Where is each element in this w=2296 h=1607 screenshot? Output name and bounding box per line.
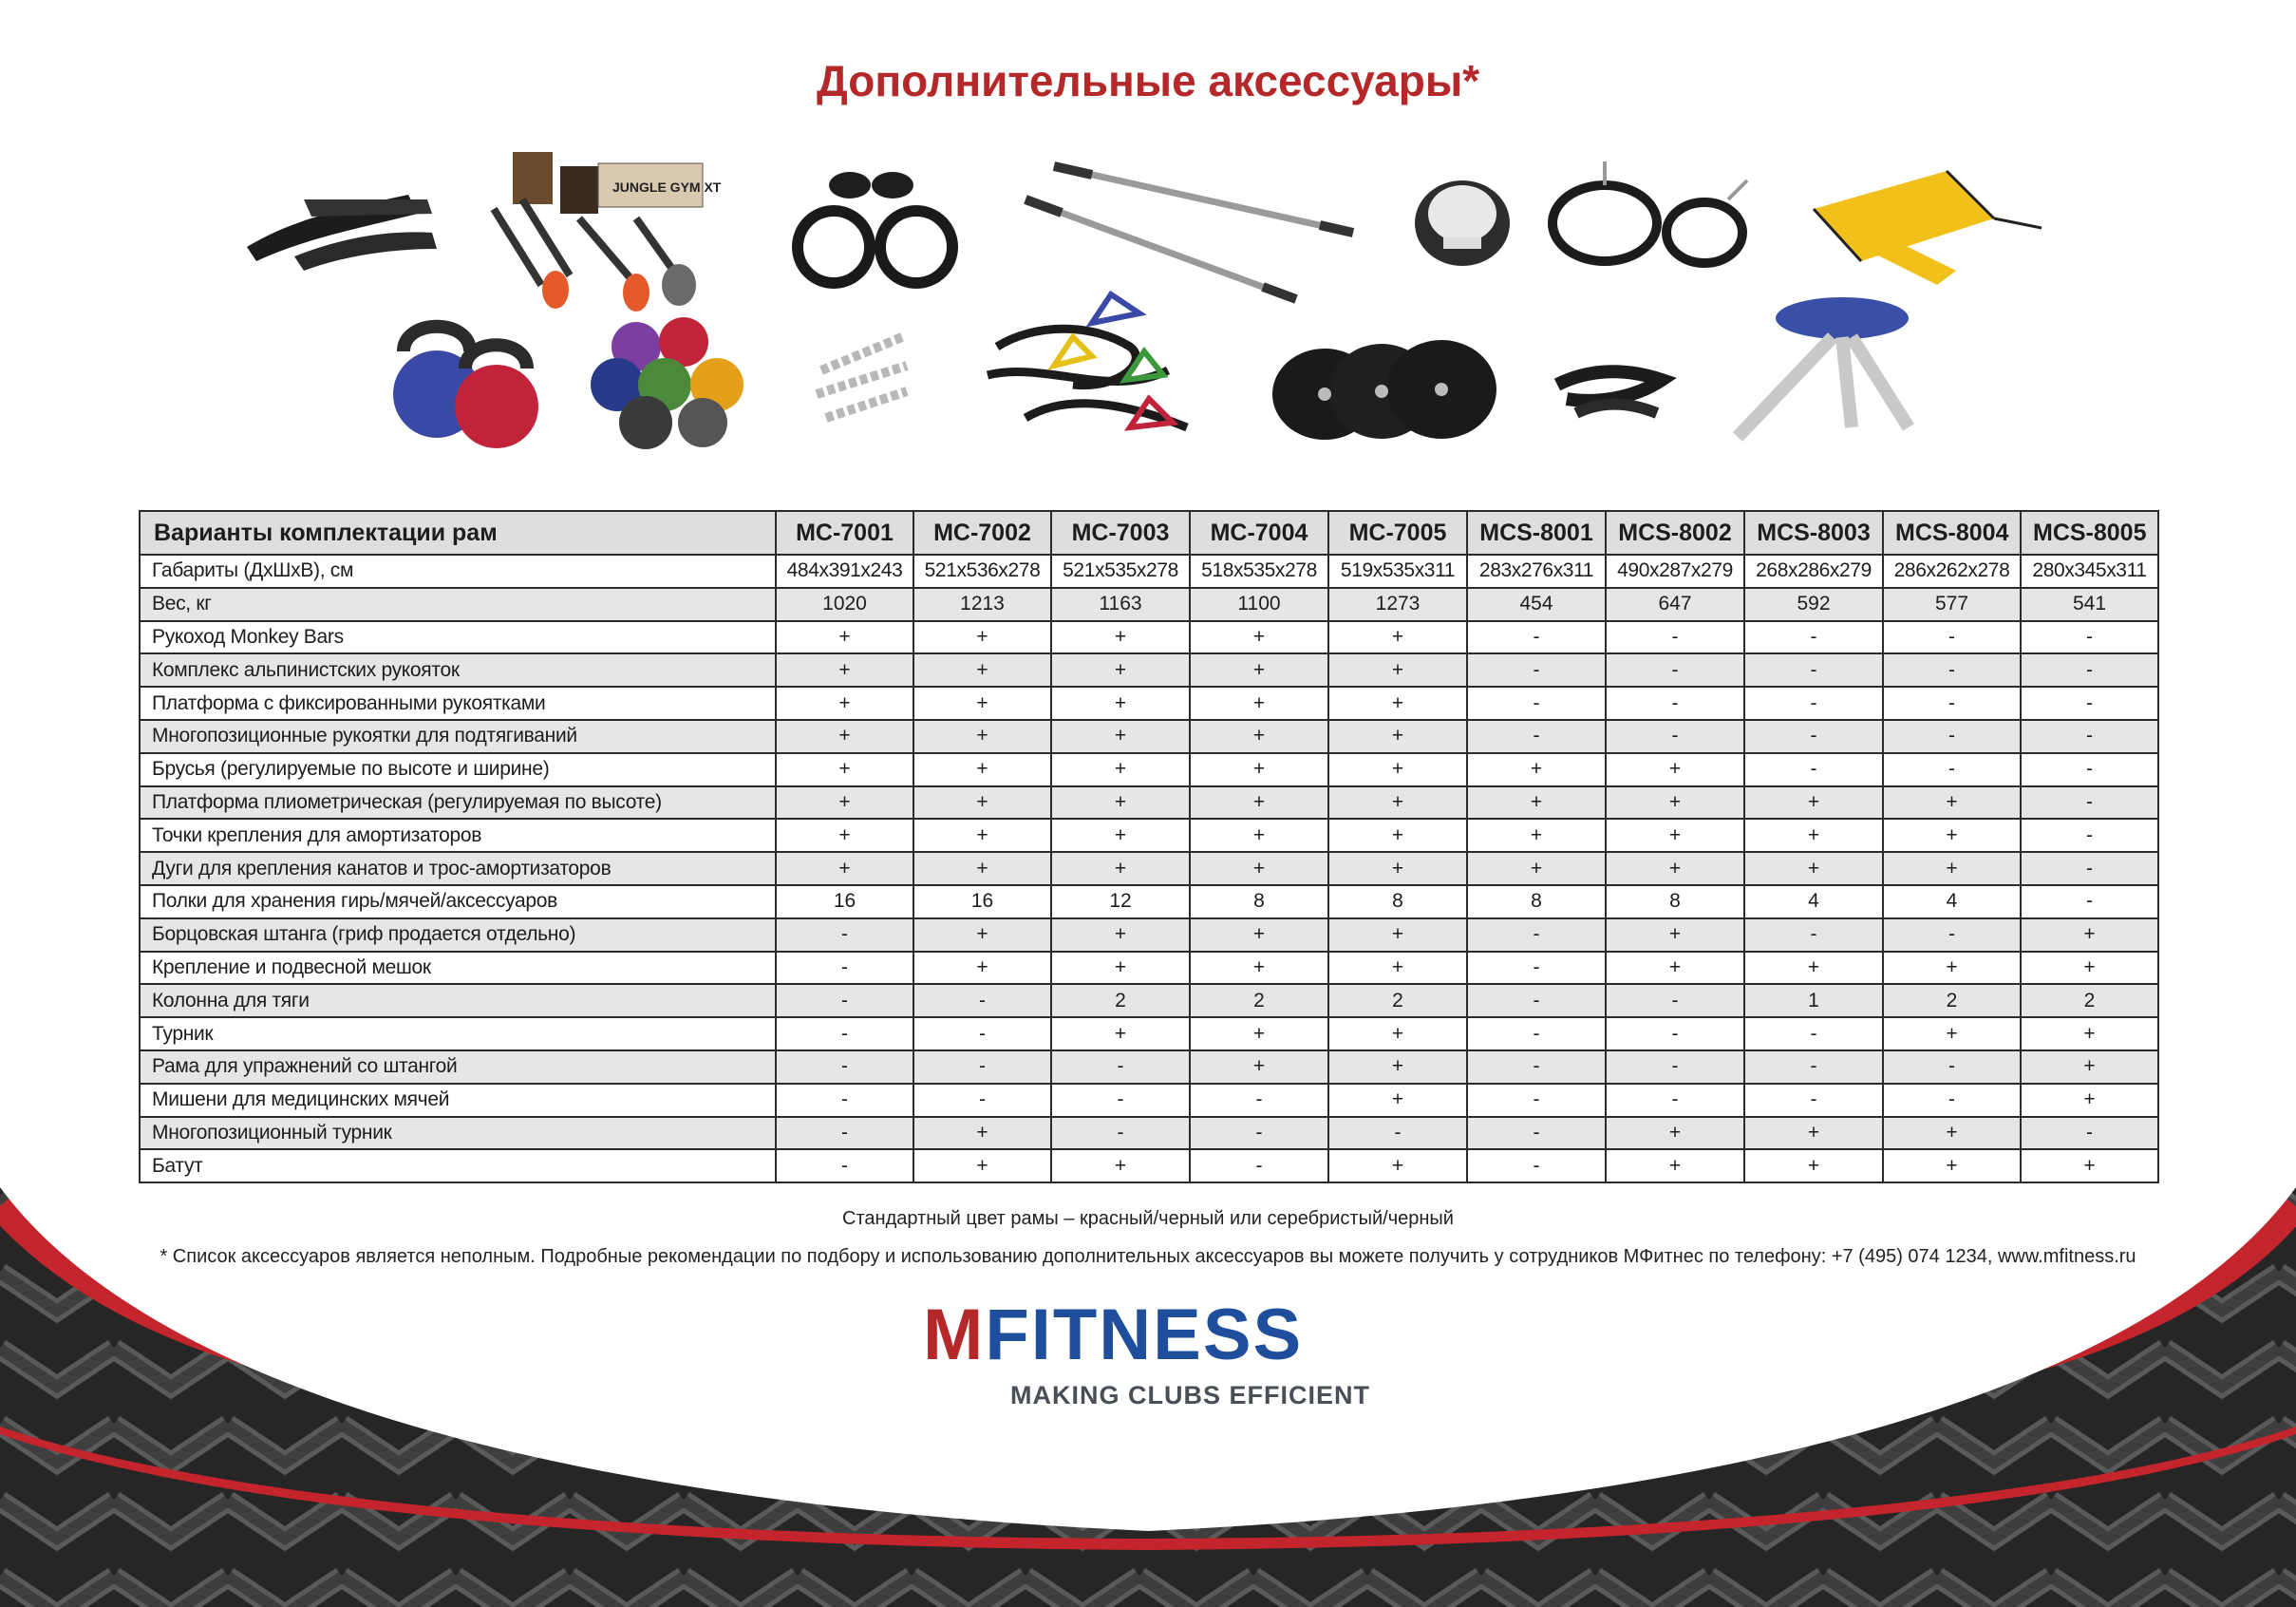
table-cell: + <box>1883 819 2021 852</box>
table-cell: + <box>776 720 913 753</box>
table-cell: - <box>1606 720 1744 753</box>
table-cell: + <box>1190 621 1328 654</box>
table-cell: + <box>1328 819 1467 852</box>
table-cell: + <box>1467 819 1606 852</box>
table-cell: - <box>1467 1117 1606 1150</box>
table-cell: + <box>913 819 1051 852</box>
table-cell: + <box>1190 720 1328 753</box>
table-cell: 484x391x243 <box>776 555 913 588</box>
table-row <box>140 687 2158 720</box>
olympic-bars-image <box>1026 166 1353 299</box>
row-label: Турник <box>140 1017 776 1050</box>
bumper-plates-image <box>1272 340 1496 440</box>
logo-letter-m: M <box>923 1295 986 1375</box>
table-cell: 1163 <box>1051 588 1190 621</box>
chain-image <box>817 337 907 418</box>
table-cell: - <box>1883 621 2021 654</box>
model-header: MC-7001 <box>776 511 913 555</box>
table-cell: + <box>1190 952 1328 985</box>
table-cell: + <box>1606 753 1744 786</box>
table-row <box>140 852 2158 885</box>
resistance-cords-image <box>988 294 1187 427</box>
table-cell: 2 <box>2021 984 2158 1017</box>
table-body <box>140 555 2158 1182</box>
table-cell: + <box>776 653 913 687</box>
table-row <box>140 786 2158 820</box>
row-label: Брусья (регулируемые по высоте и ширине) <box>140 753 776 786</box>
frame-color-note: Стандартный цвет рамы – красный/черный или серебристый/черный <box>842 1208 1454 1229</box>
table-cell: - <box>1606 1050 1744 1084</box>
table-cell: + <box>913 653 1051 687</box>
page-title: Дополнительные аксессуары* <box>816 56 1480 105</box>
model-header: MCS-8002 <box>1606 511 1744 555</box>
row-label: Многопозиционные рукоятки для подтягиваний <box>140 720 776 753</box>
table-cell: + <box>913 621 1051 654</box>
table-cell: + <box>1744 786 1883 820</box>
table-row <box>140 653 2158 687</box>
table-cell: - <box>913 984 1051 1017</box>
table-cell: 8 <box>1467 885 1606 918</box>
table-cell: - <box>1744 653 1883 687</box>
table-cell: 592 <box>1744 588 1883 621</box>
table-cell: - <box>2021 786 2158 820</box>
row-label: Полки для хранения гирь/мячей/аксессуаров <box>140 885 776 918</box>
model-header: MC-7005 <box>1328 511 1467 555</box>
table-cell: - <box>776 1149 913 1182</box>
table-cell: 490x287x279 <box>1606 555 1744 588</box>
table-cell: + <box>1328 952 1467 985</box>
table-cell: + <box>2021 1149 2158 1182</box>
table-cell: - <box>1883 687 2021 720</box>
table-row <box>140 720 2158 753</box>
table-cell: + <box>1883 1149 2021 1182</box>
row-label: Колонна для тяги <box>140 984 776 1017</box>
table-cell: + <box>776 753 913 786</box>
table-cell: - <box>776 1017 913 1050</box>
table-cell: 286x262x278 <box>1883 555 2021 588</box>
table-cell: + <box>1328 1149 1467 1182</box>
medicine-balls-image <box>591 317 743 449</box>
table-cell: + <box>1606 918 1744 952</box>
table-cell: + <box>1328 687 1467 720</box>
table-cell: - <box>913 1084 1051 1117</box>
table-cell: + <box>1051 918 1190 952</box>
table-cell: + <box>1606 852 1744 885</box>
table-cell: + <box>776 852 913 885</box>
table-cell: + <box>2021 1017 2158 1050</box>
table-cell: + <box>776 819 913 852</box>
resistance-bands-image <box>247 195 437 271</box>
table-cell: 454 <box>1467 588 1606 621</box>
model-header: MC-7004 <box>1190 511 1328 555</box>
table-cell: + <box>913 720 1051 753</box>
table-cell: - <box>776 952 913 985</box>
table-cell: - <box>1883 1050 2021 1084</box>
table-cell: + <box>1190 852 1328 885</box>
table-cell: - <box>1467 720 1606 753</box>
row-label: Рукоход Monkey Bars <box>140 621 776 654</box>
row-label: Крепление и подвесной мешок <box>140 952 776 985</box>
table-cell: + <box>1744 852 1883 885</box>
table-cell: - <box>1883 720 2021 753</box>
row-label: Точки крепления для амортизаторов <box>140 819 776 852</box>
logo-word-fitness: FITNESS <box>985 1295 1304 1375</box>
table-cell: 1273 <box>1328 588 1467 621</box>
table-cell: + <box>1051 819 1190 852</box>
table-cell: - <box>1883 1084 2021 1117</box>
table-cell: + <box>1883 1017 2021 1050</box>
table-cell: - <box>1606 1017 1744 1050</box>
table-cell: + <box>1328 720 1467 753</box>
table-cell: - <box>2021 687 2158 720</box>
table-cell: - <box>2021 1117 2158 1150</box>
model-header: MCS-8001 <box>1467 511 1606 555</box>
table-cell: - <box>1744 687 1883 720</box>
table-cell: - <box>1744 753 1883 786</box>
table-cell: - <box>776 918 913 952</box>
suspension-trainer-image <box>494 152 722 312</box>
table-row <box>140 819 2158 852</box>
table-cell: + <box>1606 1117 1744 1150</box>
table-cell: 1100 <box>1190 588 1328 621</box>
table-cell: - <box>1467 952 1606 985</box>
table-cell: + <box>1744 1149 1883 1182</box>
table-cell: - <box>2021 653 2158 687</box>
table-cell: - <box>1606 984 1744 1017</box>
table-cell: + <box>913 1117 1051 1150</box>
table-cell: - <box>2021 885 2158 918</box>
mfitness-logo <box>923 1295 1373 1413</box>
table-cell: + <box>1606 952 1744 985</box>
table-cell: + <box>913 852 1051 885</box>
wall-ball-image <box>1415 180 1510 266</box>
table-cell: - <box>1328 1117 1467 1150</box>
table-cell: - <box>1467 1084 1606 1117</box>
row-label: Рама для упражнений со штангой <box>140 1050 776 1084</box>
table-cell: + <box>2021 1084 2158 1117</box>
table-cell: + <box>1328 1050 1467 1084</box>
model-header: MCS-8005 <box>2021 511 2158 555</box>
table-cell: - <box>1190 1149 1328 1182</box>
table-cell: + <box>1190 753 1328 786</box>
table-cell: + <box>1744 952 1883 985</box>
table-cell: + <box>1883 852 2021 885</box>
table-cell: + <box>1051 687 1190 720</box>
table-cell: 647 <box>1606 588 1744 621</box>
table-cell: 268x286x279 <box>1744 555 1883 588</box>
table-cell: - <box>2021 720 2158 753</box>
table-cell: 8 <box>1328 885 1467 918</box>
table-header-label: Варианты комплектации рам <box>140 511 776 555</box>
table-cell: - <box>1606 687 1744 720</box>
table-cell: - <box>1744 720 1883 753</box>
table-cell: 577 <box>1883 588 2021 621</box>
table-cell: - <box>776 1117 913 1150</box>
table-cell: + <box>1328 1017 1467 1050</box>
table-cell: - <box>913 1050 1051 1084</box>
table-cell: 1020 <box>776 588 913 621</box>
table-cell: + <box>1883 952 2021 985</box>
model-header: MCS-8004 <box>1883 511 2021 555</box>
table-cell: 16 <box>776 885 913 918</box>
table-cell: - <box>1606 621 1744 654</box>
gymnastic-rings-image <box>798 172 952 283</box>
table-cell: - <box>1190 1117 1328 1150</box>
table-cell: - <box>776 1084 913 1117</box>
table-cell: + <box>1051 1149 1190 1182</box>
table-cell: - <box>1467 1017 1606 1050</box>
table-row <box>140 885 2158 918</box>
table-cell: + <box>1190 786 1328 820</box>
model-header: MCS-8003 <box>1744 511 1883 555</box>
plyo-stool-image <box>1738 297 1909 437</box>
table-cell: - <box>1883 918 2021 952</box>
row-label: Батут <box>140 1149 776 1182</box>
table-cell: 521x536x278 <box>913 555 1051 588</box>
table-cell: + <box>1190 918 1328 952</box>
table-cell: - <box>1467 918 1606 952</box>
table-cell: + <box>1328 852 1467 885</box>
table-header-row <box>140 511 2158 555</box>
table-cell: 4 <box>1744 885 1883 918</box>
table-cell: - <box>2021 819 2158 852</box>
row-label: Многопозиционный турник <box>140 1117 776 1150</box>
table-cell: - <box>1467 1149 1606 1182</box>
table-cell: + <box>776 621 913 654</box>
table-cell: - <box>1467 653 1606 687</box>
table-cell: 1 <box>1744 984 1883 1017</box>
table-cell: 2 <box>1328 984 1467 1017</box>
table-cell: 12 <box>1051 885 1190 918</box>
table-cell: - <box>1883 653 2021 687</box>
table-cell: - <box>1051 1084 1190 1117</box>
svg-text:JUNGLE GYM XT: JUNGLE GYM XT <box>612 180 722 195</box>
table-cell: - <box>1190 1084 1328 1117</box>
table-cell: 518x535x278 <box>1190 555 1328 588</box>
table-cell: + <box>1467 753 1606 786</box>
table-cell: - <box>1744 1084 1883 1117</box>
table-cell: + <box>1744 819 1883 852</box>
table-cell: + <box>1328 1084 1467 1117</box>
table-cell: - <box>1467 621 1606 654</box>
table-cell: - <box>1051 1050 1190 1084</box>
table-cell: 16 <box>913 885 1051 918</box>
model-header: MC-7002 <box>913 511 1051 555</box>
table-cell: - <box>776 1050 913 1084</box>
table-cell: 541 <box>2021 588 2158 621</box>
row-label: Платформа плиометрическая (регулируемая по высоте) <box>140 786 776 820</box>
model-header: MC-7003 <box>1051 511 1190 555</box>
table-cell: - <box>2021 852 2158 885</box>
table-cell: + <box>1606 819 1744 852</box>
table-cell: - <box>1744 1050 1883 1084</box>
table-row <box>140 1017 2158 1050</box>
table-cell: 2 <box>1883 984 2021 1017</box>
table-cell: + <box>1051 1017 1190 1050</box>
table-cell: + <box>1190 1050 1328 1084</box>
table-cell: + <box>1328 653 1467 687</box>
table-cell: - <box>1744 1017 1883 1050</box>
table-cell: - <box>913 1017 1051 1050</box>
table-cell: + <box>913 952 1051 985</box>
table-cell: - <box>2021 621 2158 654</box>
table-cell: - <box>1051 1117 1190 1150</box>
table-cell: + <box>1190 653 1328 687</box>
table-cell: + <box>2021 918 2158 952</box>
table-cell: - <box>1606 653 1744 687</box>
table-cell: + <box>776 786 913 820</box>
table-cell: 4 <box>1883 885 2021 918</box>
table-cell: - <box>2021 753 2158 786</box>
table-cell: + <box>1744 1117 1883 1150</box>
table-cell: + <box>1051 952 1190 985</box>
disclaimer-note: * Список аксессуаров является неполным. Подробные рекомендации по подбору и использованию дополнительных аксессуаров вы можете получить у сотрудников МФитнес по телефону: +7 (495) 074 1234, www.mfitness.ru <box>160 1246 2136 1267</box>
row-label: Дуги для крепления канатов и трос-амортизаторов <box>140 852 776 885</box>
table-cell: + <box>913 687 1051 720</box>
table-cell: - <box>1606 1084 1744 1117</box>
table-cell: 1213 <box>913 588 1051 621</box>
kettlebells-image <box>393 327 538 448</box>
table-cell: + <box>1051 653 1190 687</box>
row-label: Мишени для медицинских мячей <box>140 1084 776 1117</box>
table-cell: + <box>913 753 1051 786</box>
logo-tagline: MAKING CLUBS EFFICIENT <box>1010 1381 1370 1409</box>
frame-configuration-table <box>139 510 2159 1183</box>
table-cell: 2 <box>1051 984 1190 1017</box>
table-row <box>140 1149 2158 1182</box>
row-label: Комплекс альпинистских рукояток <box>140 653 776 687</box>
agility-ladder-image <box>1814 171 2042 285</box>
table-cell: + <box>1190 687 1328 720</box>
table-cell: + <box>913 918 1051 952</box>
table-cell: + <box>1051 720 1190 753</box>
table-cell: + <box>1328 621 1467 654</box>
table-cell: + <box>1051 852 1190 885</box>
table-row <box>140 1117 2158 1150</box>
table-cell: - <box>1744 918 1883 952</box>
table-row <box>140 588 2158 621</box>
table-cell: + <box>1467 852 1606 885</box>
table-row <box>140 753 2158 786</box>
table-cell: 8 <box>1606 885 1744 918</box>
table-row <box>140 984 2158 1017</box>
table-row <box>140 952 2158 985</box>
table-cell: - <box>1883 753 2021 786</box>
table-cell: + <box>1328 786 1467 820</box>
table-cell: 519x535x311 <box>1328 555 1467 588</box>
table-cell: + <box>1190 819 1328 852</box>
battle-rope-image <box>1557 371 1662 413</box>
table-cell: + <box>1606 1149 1744 1182</box>
table-cell: - <box>1467 687 1606 720</box>
table-cell: + <box>1051 621 1190 654</box>
row-label: Вес, кг <box>140 588 776 621</box>
table-cell: + <box>2021 952 2158 985</box>
table-cell: 283x276x311 <box>1467 555 1606 588</box>
table-row <box>140 1084 2158 1117</box>
table-cell: - <box>1744 621 1883 654</box>
table-cell: + <box>913 1149 1051 1182</box>
table-cell: + <box>1328 753 1467 786</box>
table-cell: 8 <box>1190 885 1328 918</box>
table-cell: + <box>776 687 913 720</box>
accessories-gallery <box>237 142 2089 465</box>
row-label: Борцовская штанга (гриф продается отдельно) <box>140 918 776 952</box>
table-cell: + <box>1467 786 1606 820</box>
table-cell: + <box>2021 1050 2158 1084</box>
table-cell: + <box>1051 753 1190 786</box>
table-cell: + <box>1190 1017 1328 1050</box>
table-row <box>140 621 2158 654</box>
table-row <box>140 1050 2158 1084</box>
table-cell: + <box>913 786 1051 820</box>
table-cell: - <box>1467 984 1606 1017</box>
row-label: Габариты (ДхШхВ), см <box>140 555 776 588</box>
table-cell: + <box>1883 786 2021 820</box>
row-label: Платформа с фиксированными рукоятками <box>140 687 776 720</box>
table-row <box>140 918 2158 952</box>
table-cell: + <box>1051 786 1190 820</box>
table-cell: - <box>776 984 913 1017</box>
table-cell: + <box>1883 1117 2021 1150</box>
table-row <box>140 555 2158 588</box>
tube-expanders-image <box>1553 161 1747 263</box>
table-cell: 280x345x311 <box>2021 555 2158 588</box>
table-cell: 2 <box>1190 984 1328 1017</box>
table-cell: 521x535x278 <box>1051 555 1190 588</box>
table-cell: + <box>1328 918 1467 952</box>
table-cell: + <box>1606 786 1744 820</box>
logo-wordmark <box>923 1295 1304 1375</box>
table-cell: - <box>1467 1050 1606 1084</box>
